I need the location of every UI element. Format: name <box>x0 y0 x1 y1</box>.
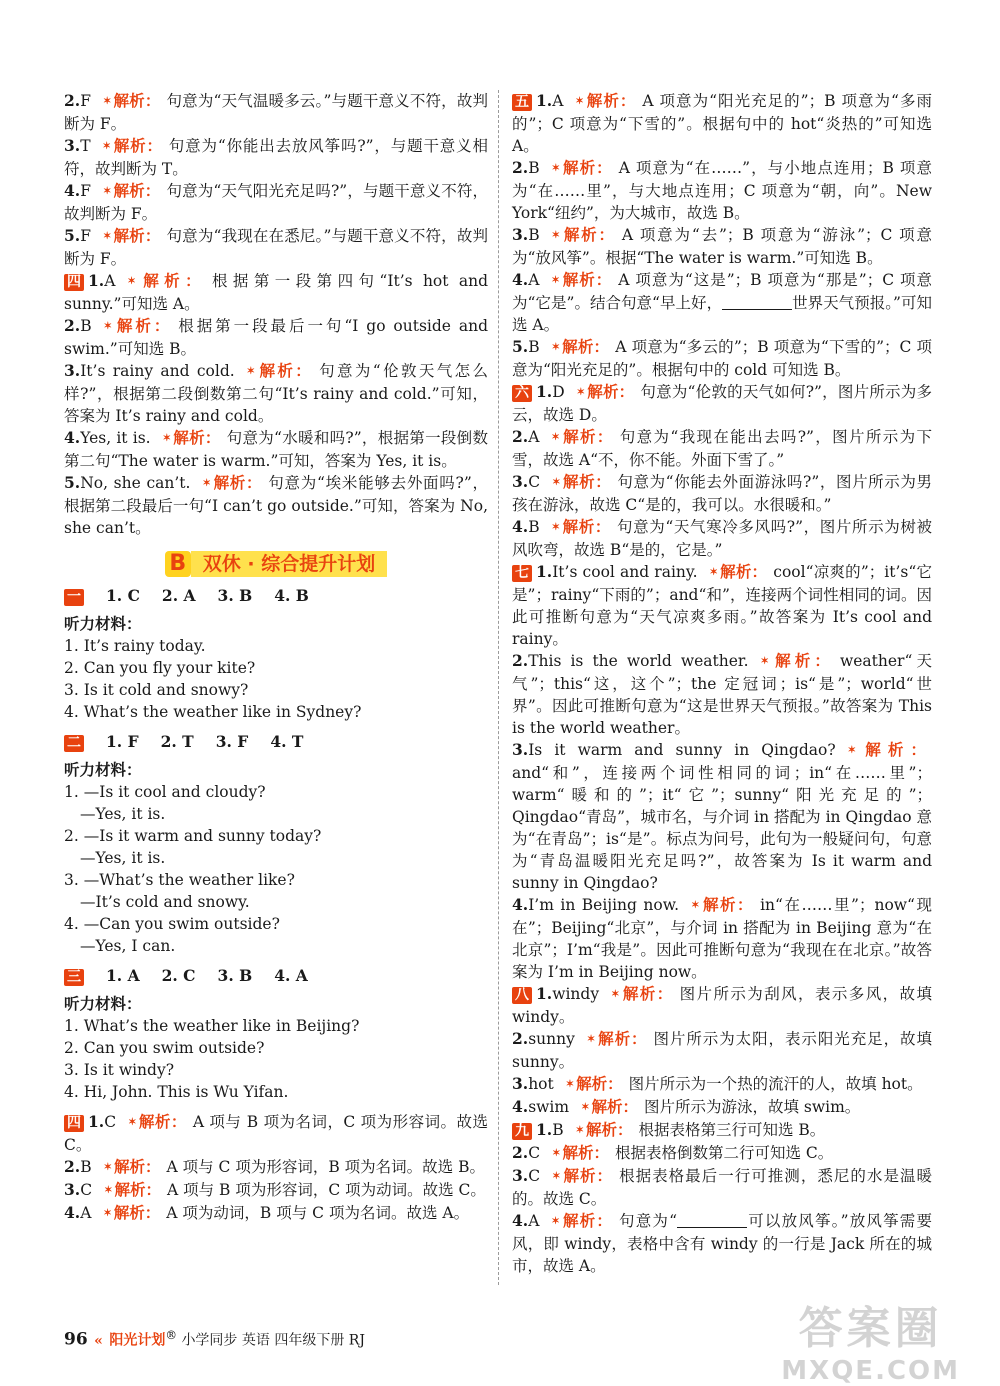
analysis-text-cont: 可以放风筝。”放风筝需要风，即 windy，表格中含有 windy 的一行是 Jack 所在的城市，故选 A。 <box>512 1212 932 1275</box>
item-answer: A <box>552 92 564 110</box>
listening-title: 听力材料： <box>64 760 142 779</box>
item-answer: C <box>528 1144 541 1162</box>
answer-item <box>512 1028 932 1073</box>
answer-key: 3. B <box>217 586 253 605</box>
item-answer: sunny <box>528 1030 575 1048</box>
item-number: 3. <box>64 361 81 380</box>
listening-line: 2. —Is it warm and sunny today? <box>64 827 322 845</box>
page-footer <box>64 1328 365 1350</box>
item-number: 4. <box>512 895 529 914</box>
analysis-text: 图片所示为刮风，表示多风，故填 windy。 <box>512 985 932 1026</box>
banner-b-icon: B <box>165 551 191 577</box>
analysis-text: cool“凉爽的”；it’s“它是”；rainy“下雨的”；and“和”，连接两个词性相同的词。因此可推断句意为“天气凉爽多雨。”故答案为 It’s cool and rainy。 <box>512 563 932 648</box>
item-number: 5. <box>512 337 529 356</box>
section-gap <box>64 957 488 965</box>
analysis-text-cont: 世界天气预报。”可知选 A。 <box>512 294 932 334</box>
watermark-line2: MXQE.COM <box>781 1356 960 1386</box>
analysis-text: 图片所示为太阳，表示阳光充足，故填 sunny。 <box>512 1030 932 1071</box>
analysis-text: 根据表格倒数第二行可知选 C。 <box>614 1144 834 1162</box>
item-answer: C <box>528 1167 541 1185</box>
item-number: 5. <box>64 226 81 245</box>
analysis-text: 句意为“天气阳光充足吗?”，与题干意义不符，故判断为 F。 <box>64 182 488 223</box>
answer-item <box>64 1111 488 1156</box>
item-answer: I’m in Beijing now. <box>528 896 680 914</box>
answer-key: 3. F <box>215 732 249 751</box>
listening-line: 3. Is it cold and snowy? <box>64 681 249 699</box>
item-answer: B <box>80 317 92 335</box>
listening-line: 4. Hi, John. This is Wu Yifan. <box>64 1083 289 1101</box>
right-column <box>512 90 932 1277</box>
item-number: 4. <box>512 517 529 536</box>
answer-item <box>512 1165 932 1210</box>
answer-item <box>512 1142 932 1165</box>
analysis-label: ✶ 解析： <box>581 1097 638 1116</box>
answer-item <box>512 157 932 224</box>
analysis-text: A 项为动词，B 项与 C 项为名词。故选 A。 <box>166 1204 470 1222</box>
item-number: 1. <box>536 382 553 401</box>
item-answer: C <box>104 1113 117 1131</box>
item-number: 4. <box>512 270 529 289</box>
analysis-text: 句意为“水暖和吗?”，根据第一段倒数第二句“The water is warm.”可知，答案为 Yes, it is。 <box>64 429 488 470</box>
left-column <box>64 90 488 1225</box>
analysis-text: in“在……里”；now“现在”；Beijing“北京”，与介词 in 搭配为 in Beijing 意为“在北京”；I’m“我是”。因此可推断句意为“我现在在北京。”故答案为 I’m in Beijing now。 <box>512 896 933 981</box>
analysis-label: ✶ 解析： <box>551 1211 613 1230</box>
section-tag: 五 <box>512 94 532 111</box>
item-answer: swim <box>528 1098 570 1116</box>
answer-key: 1. F <box>106 732 139 751</box>
answer-item <box>64 1202 488 1225</box>
section-tag: 四 <box>64 1115 84 1132</box>
listening-title: 听力材料： <box>64 994 142 1013</box>
answer-key: 3. B <box>217 966 253 985</box>
item-number: 4. <box>512 1211 529 1230</box>
answer-key: 1. C <box>106 586 140 605</box>
watermark-line1: 答案圈 <box>798 1303 943 1354</box>
analysis-text: 图片所示为游泳，故填 swim。 <box>643 1098 861 1116</box>
answer-item <box>512 471 932 516</box>
item-answer: T <box>80 137 91 155</box>
answer-row <box>64 731 488 753</box>
item-answer: A <box>528 428 540 446</box>
analysis-label: ✶ 解析： <box>611 984 674 1003</box>
item-number: 1. <box>536 562 553 581</box>
analysis-label: ✶ 解析： <box>577 382 635 401</box>
analysis-label: ✶ 解析： <box>103 226 161 245</box>
analysis-label: ✶ 解析： <box>104 1157 161 1176</box>
answer-item <box>64 360 488 427</box>
analysis-label: ✶ 解析： <box>163 428 221 447</box>
listening-line: 4. What’s the weather like in Sydney? <box>64 703 362 721</box>
answer-item <box>64 90 488 135</box>
answer-item <box>512 336 932 381</box>
analysis-label: ✶ 解析： <box>691 895 754 914</box>
analysis-label: ✶ 解析： <box>103 1203 160 1222</box>
item-answer: F <box>80 182 91 200</box>
item-answer: windy <box>552 985 600 1003</box>
section-tag: 一 <box>64 589 84 606</box>
item-answer: It’s cool and rainy. <box>552 563 698 581</box>
analysis-text: A 项意为“去”；B 项意为“游泳”；C 项意为“放风筝”。根据“The water is warm.”可知选 B。 <box>512 226 932 267</box>
item-number: 2. <box>512 651 529 670</box>
item-answer: B <box>528 226 540 244</box>
analysis-label: ✶ 解析： <box>552 472 611 491</box>
answer-key: 4. B <box>274 586 309 605</box>
answer-row <box>64 965 488 987</box>
item-answer: D <box>552 383 565 401</box>
analysis-label: ✶ 解析： <box>710 562 768 581</box>
item-number: 4. <box>64 1203 81 1222</box>
analysis-text: 句意为“天气温暖多云。”与题干意义不符，故判断为 F。 <box>64 92 488 133</box>
brand-name: 阳光计划 <box>109 1332 166 1349</box>
analysis-text: A 项意为“这是”；B 项意为“那是”；C 项意为“它是”。结合句意“早上好， <box>512 271 932 312</box>
answer-item <box>512 650 932 739</box>
fill-blank-line <box>677 1213 747 1228</box>
item-number: 3. <box>512 225 529 244</box>
item-answer: B <box>528 518 540 536</box>
item-number: 4. <box>64 181 81 200</box>
item-answer: This is the world weather. <box>528 652 749 670</box>
analysis-label: ✶ 解析： <box>848 740 926 759</box>
analysis-text: 句意为“我现在在悉尼。”与题干意义不符，故判断为 F。 <box>64 227 488 268</box>
item-answer: F <box>80 92 91 110</box>
item-number: 2. <box>512 158 529 177</box>
item-answer: F <box>80 227 91 245</box>
item-number: 1. <box>88 271 105 290</box>
answer-key: 4. T <box>270 732 304 751</box>
analysis-label: ✶ 解析： <box>761 651 834 670</box>
answer-item <box>512 381 932 426</box>
analysis-text: 句意为“埃米能够去外面吗?”，根据第二段最后一句“I can’t go outside.”可知，答案为 No, she can’t。 <box>64 474 488 537</box>
item-number: 1. <box>88 1112 105 1131</box>
item-answer: hot <box>528 1075 554 1093</box>
page-number: 96 <box>64 1329 88 1350</box>
analysis-label: ✶ 解析： <box>552 1143 609 1162</box>
section-tag: 七 <box>512 565 532 582</box>
answer-row <box>64 585 488 607</box>
item-number: 4. <box>512 1097 529 1116</box>
listening-line: 1. —Is it cool and cloudy? <box>64 783 266 801</box>
listening-line: 2. Can you swim outside? <box>64 1039 265 1057</box>
answer-item <box>64 1179 488 1202</box>
item-number: 3. <box>512 1074 529 1093</box>
watermark-logo <box>781 1292 960 1386</box>
listening-line: —Yes, it is. <box>80 805 166 823</box>
answer-key: 2. C <box>161 966 196 985</box>
item-answer: C <box>528 473 541 491</box>
analysis-text: 句意为“ <box>619 1212 678 1230</box>
item-number: 2. <box>64 91 81 110</box>
book-subtitle: 小学同步 英语 四年级下册 RJ <box>181 1332 365 1349</box>
item-number: 2. <box>512 427 529 446</box>
analysis-text: 句意为“伦敦的天气如何?”，图片所示为多云，故选 D。 <box>512 383 932 424</box>
analysis-label: ✶ 解析： <box>552 517 611 536</box>
analysis-label: ✶ 解析： <box>103 136 163 155</box>
analysis-text: weather“天气”；this“这，这个”；the 定冠词；is“是”；world“世界”。因此可推断句意为“这是世界天气预报。”故答案为 This is the world weather。 <box>512 652 932 737</box>
analysis-label: ✶ 解析： <box>576 1120 633 1139</box>
answer-item <box>512 1096 932 1119</box>
item-answer: C <box>80 1181 93 1199</box>
answer-item <box>512 561 932 650</box>
item-number: 3. <box>512 472 529 491</box>
analysis-label: ✶ 解析： <box>104 1180 161 1199</box>
answer-item <box>64 1156 488 1179</box>
item-answer: B <box>552 1121 564 1139</box>
listening-line: 2. Can you fly your kite? <box>64 659 256 677</box>
section-tag: 九 <box>512 1123 532 1140</box>
section-banner <box>64 551 488 577</box>
item-number: 1. <box>536 984 553 1003</box>
item-answer: B <box>528 159 540 177</box>
analysis-text: and“和”，连接两个词性相同的词；in“在……里”；warm“暖和的”；it“它”；sunny“阳光充足的”；Qingdao“青岛”，城市名，与介词 in 搭配为 in Qingdao 意为“在青岛”；is“是”。标点为问号，此句为一般疑问句，句意为“青岛温暖阳光充足吗?”，故答案为 Is it warm and sunny in Qingdao? <box>512 764 932 892</box>
answer-item <box>64 180 488 225</box>
analysis-text: A 项与 C 项为形容词，B 项为名词。故选 B。 <box>166 1158 485 1176</box>
item-number: 3. <box>64 1180 81 1199</box>
item-number: 2. <box>64 316 81 335</box>
analysis-label: ✶ 解析： <box>247 361 313 380</box>
item-answer: Yes, it is. <box>80 429 151 447</box>
analysis-text: 句意为“天气寒冷多风吗?”，图片所示为树被风吹弯，故选 B“是的，它是。” <box>512 518 932 559</box>
double-chevron-icon: « <box>94 1332 103 1349</box>
item-number: 3. <box>512 1166 529 1185</box>
registered-mark: ® <box>165 1328 177 1342</box>
analysis-text: 根据表格第三行可知选 B。 <box>638 1121 826 1139</box>
answer-key: 1. A <box>106 966 140 985</box>
answer-item <box>512 1210 932 1277</box>
listening-line: 3. —What’s the weather like? <box>64 871 295 889</box>
analysis-text: 句意为“我现在能出去吗?”，图片所示为下雪，故选 A“不，你不能。外面下雪了。” <box>512 428 932 469</box>
analysis-text: 图片所示为一个热的流汗的人，故填 hot。 <box>628 1075 923 1093</box>
answer-item <box>512 1119 932 1142</box>
answer-item <box>64 315 488 360</box>
section-gap <box>64 1103 488 1111</box>
answer-item <box>64 135 488 180</box>
answer-item <box>64 472 488 539</box>
analysis-label: ✶ 解析： <box>552 337 610 356</box>
analysis-label: ✶ 解析： <box>551 427 613 446</box>
answer-item <box>64 427 488 472</box>
listening-line: 1. It’s rainy today. <box>64 637 206 655</box>
answer-key: 4. A <box>274 966 308 985</box>
analysis-label: ✶ 解析： <box>127 271 206 290</box>
item-answer: Is it warm and sunny in Qingdao? <box>528 741 836 759</box>
answer-item <box>512 894 932 983</box>
item-number: 2. <box>512 1143 529 1162</box>
item-number: 2. <box>64 1157 81 1176</box>
answer-item <box>512 516 932 561</box>
answer-item <box>512 1073 932 1096</box>
analysis-text: A 项与 B 项为形容词，C 项为动词。故选 C。 <box>166 1181 486 1199</box>
analysis-label: ✶ 解析： <box>552 1166 613 1185</box>
item-answer: A <box>528 1212 540 1230</box>
answer-item <box>512 90 932 157</box>
analysis-label: ✶ 解析： <box>575 91 636 110</box>
section-tag: 八 <box>512 987 532 1004</box>
analysis-text: 根据表格最后一行可推测，悉尼的水是温暖的。故选 C。 <box>512 1167 932 1208</box>
analysis-label: ✶ 解析： <box>128 1112 187 1131</box>
item-number: 5. <box>64 473 81 492</box>
banner-title: 双休 · 综合提升计划 <box>191 551 387 577</box>
answer-item <box>512 739 932 894</box>
analysis-label: ✶ 解析： <box>566 1074 623 1093</box>
item-answer: No, she can’t. <box>80 474 191 492</box>
section-tag: 六 <box>512 385 532 402</box>
item-number: 4. <box>64 428 81 447</box>
answer-item <box>512 426 932 471</box>
section-tag: 四 <box>64 274 84 291</box>
answer-item <box>64 270 488 315</box>
section-tag: 二 <box>64 735 84 752</box>
item-number: 1. <box>536 1120 553 1139</box>
analysis-text: 句意为“你能出去放风筝吗?”，与题干意义相符，故判断为 T。 <box>64 137 488 178</box>
section-tag: 三 <box>64 969 84 986</box>
analysis-text: A 项意为“多云的”；B 项意为“下雪的”；C 项意为“阳光充足的”。根据句中的 cold 可知选 B。 <box>512 338 932 379</box>
listening-title: 听力材料： <box>64 614 142 633</box>
answer-key: 2. T <box>160 732 194 751</box>
answer-item <box>512 224 932 269</box>
analysis-label: ✶ 解析： <box>587 1029 648 1048</box>
item-answer: It’s rainy and cold. <box>80 362 235 380</box>
analysis-label: ✶ 解析： <box>552 158 613 177</box>
analysis-label: ✶ 解析： <box>103 181 160 200</box>
listening-line: 3. Is it windy? <box>64 1061 175 1079</box>
item-answer: A <box>80 1204 92 1222</box>
item-answer: A <box>528 271 540 289</box>
item-number: 3. <box>512 740 529 759</box>
item-answer: A <box>104 272 116 290</box>
analysis-label: ✶ 解析： <box>104 316 173 335</box>
analysis-label: ✶ 解析： <box>552 225 616 244</box>
item-answer: B <box>528 338 540 356</box>
listening-line: 1. What’s the weather like in Beijing? <box>64 1017 360 1035</box>
analysis-text: A 项意为“阳光充足的”；B 项意为“多雨的”；C 项意为“下雪的”。根据句中的 hot“炎热的”可知选 A。 <box>512 92 932 155</box>
answer-key: 2. A <box>161 586 196 605</box>
analysis-text: 根据第一段第四句“It’s hot and sunny.”可知选 A。 <box>64 272 488 313</box>
listening-line: —Yes, it is. <box>80 849 166 867</box>
item-number: 1. <box>536 91 553 110</box>
fill-blank-line <box>722 295 792 310</box>
item-number: 2. <box>512 1029 529 1048</box>
answer-item <box>512 983 932 1028</box>
answer-item <box>64 225 488 270</box>
analysis-label: ✶ 解析： <box>202 473 262 492</box>
column-divider <box>498 90 500 1285</box>
item-number: 3. <box>64 136 81 155</box>
analysis-text: 句意为“伦敦天气怎么样?”，根据第二段倒数第二句“It’s rainy and cold.”可知，答案为 It’s rainy and cold。 <box>64 362 488 425</box>
analysis-label: ✶ 解析： <box>551 270 612 289</box>
listening-line: 4. —Can you swim outside? <box>64 915 280 933</box>
listening-line: —It’s cold and snowy. <box>80 893 250 911</box>
analysis-text: 句意为“你能去外面游泳吗?”，图片所示为男孩在游泳，故选 C“是的，我可以。水很暖和。” <box>512 473 932 514</box>
item-answer: B <box>80 1158 92 1176</box>
analysis-text: 根据第一段最后一句“I go outside and swim.”可知选 B。 <box>64 317 488 358</box>
answer-item <box>512 269 932 336</box>
listening-line: —Yes, I can. <box>80 937 176 955</box>
analysis-text: A 项与 B 项为名词，C 项为形容词。故选 C。 <box>64 1113 488 1154</box>
analysis-text: A 项意为“在……”，与小地点连用；B 项意为“在……里”，与大地点连用；C 项意为“朝，向”。New York“纽约”，为大城市，故选 B。 <box>512 159 932 222</box>
analysis-label: ✶ 解析： <box>103 91 161 110</box>
section-gap <box>64 723 488 731</box>
